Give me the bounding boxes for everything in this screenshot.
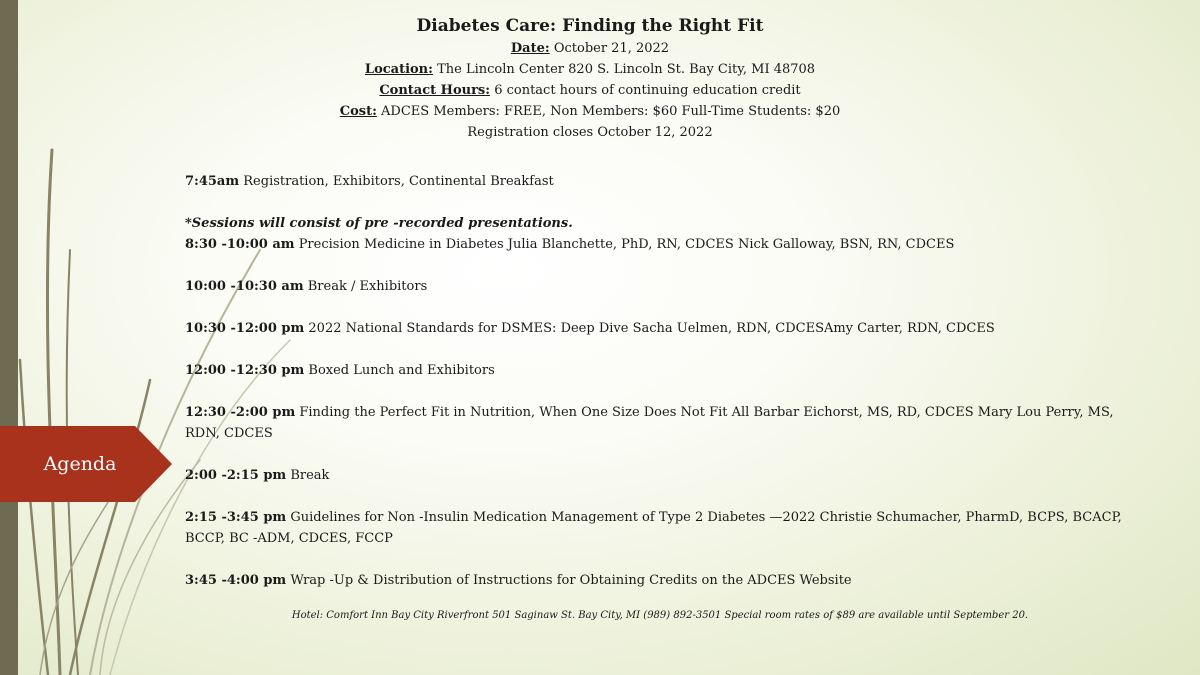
date-label: Date: (510, 41, 550, 56)
agenda-time: 8:30 -10:00 am (185, 237, 295, 252)
contact-hours-label: Contact Hours: (379, 83, 491, 98)
agenda-text: Finding the Perfect Fit in Nutrition, When One Size Does Not Fit All Barbar Eichorst, MS, RD, CDCES Mary Lou Perry, MS, RDN, CDCES (185, 405, 1114, 441)
event-title: Diabetes Care: Finding the Right Fit (416, 16, 764, 36)
location-label: Location: (364, 62, 433, 77)
agenda-item (185, 276, 1145, 297)
event-header (300, 14, 880, 143)
agenda-time: 7:45am (185, 174, 240, 189)
sessions-note: *Sessions will consist of pre -recorded presentations. (185, 216, 573, 231)
agenda-item (185, 360, 1145, 381)
date-value: October 21, 2022 (553, 41, 670, 56)
agenda-time: 12:30 -2:00 pm (185, 405, 296, 420)
cost-label: Cost: (339, 104, 377, 119)
agenda-text: Wrap -Up & Distribution of Instructions for Obtaining Credits on the ADCES Website (290, 573, 852, 588)
agenda-item (185, 465, 1145, 486)
agenda-tab (0, 426, 172, 502)
agenda-text: Registration, Exhibitors, Continental Breakfast (243, 174, 554, 189)
agenda-time: 10:30 -12:00 pm (185, 321, 305, 336)
agenda-item (185, 570, 1145, 591)
agenda-time: 10:00 -10:30 am (185, 279, 304, 294)
cost-line (300, 101, 880, 122)
agenda-text: Break (290, 468, 330, 483)
hotel-info: Hotel: Comfort Inn Bay City Riverfront 501 Saginaw St. Bay City, MI (989) 892-3501 Special room rates of $89 are available until September 20. (291, 610, 1029, 621)
agenda-list (185, 171, 1145, 612)
contact-hours-value: 6 contact hours of continuing education credit (494, 83, 801, 98)
agenda-tab-label: Agenda (43, 453, 117, 475)
agenda-item (185, 171, 1145, 192)
agenda-text: Boxed Lunch and Exhibitors (308, 363, 495, 378)
agenda-time: 12:00 -12:30 pm (185, 363, 305, 378)
agenda-time: 3:45 -4:00 pm (185, 573, 287, 588)
contact-hours-line (300, 80, 880, 101)
agenda-item (185, 507, 1145, 549)
agenda-text: Guidelines for Non -Insulin Medication Management of Type 2 Diabetes —2022 Christie Schumacher, PharmD, BCPS, BCACP, BCCP, BC -ADM, CDCES, FCCP (185, 510, 1122, 546)
cost-value: ADCES Members: FREE, Non Members: $60 Full-Time Students: $20 (381, 104, 841, 119)
agenda-item (185, 318, 1145, 339)
agenda-text: 2022 National Standards for DSMES: Deep Dive Sacha Uelmen, RDN, CDCESAmy Carter, RDN, CDCES (308, 321, 995, 336)
agenda-text: Precision Medicine in Diabetes Julia Blanchette, PhD, RN, CDCES Nick Galloway, BSN, RN, CDCES (298, 237, 955, 252)
agenda-item (185, 402, 1145, 444)
agenda-item-with-note (185, 213, 1145, 255)
location-line (300, 59, 880, 80)
date-line (300, 38, 880, 59)
agenda-time: 2:00 -2:15 pm (185, 468, 287, 483)
registration-deadline: Registration closes October 12, 2022 (467, 125, 713, 140)
agenda-time: 2:15 -3:45 pm (185, 510, 287, 525)
agenda-text: Break / Exhibitors (307, 279, 428, 294)
location-value: The Lincoln Center 820 S. Lincoln St. Bay City, MI 48708 (437, 62, 816, 77)
